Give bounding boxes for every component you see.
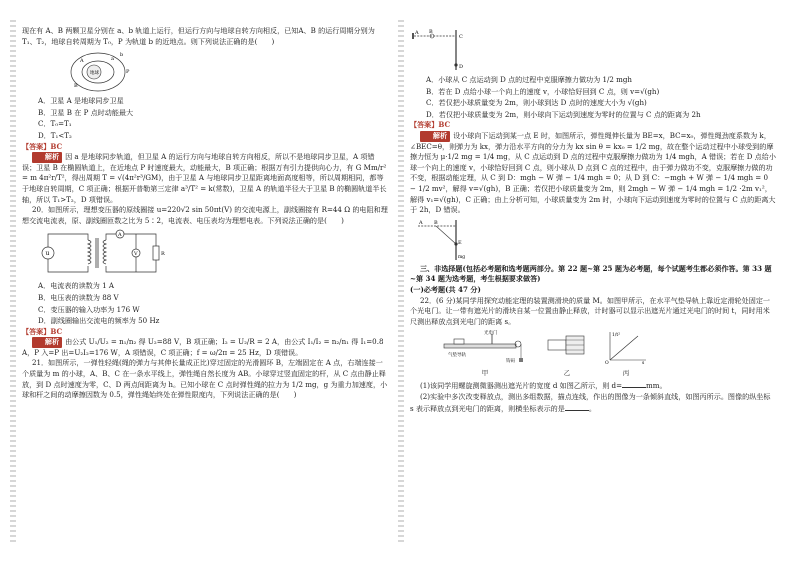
q19-answer: 【答案】BC (22, 141, 63, 151)
figure-yi-caption: 乙 (563, 368, 571, 377)
q19-option-a: A．卫星 A 是地球同步卫星 (38, 96, 124, 106)
q20-analysis: 由公式 U₁/U₂ = n₁/n₂ 得 U₂=88 V，B 项正确；I₂ = U₂/R = 2 A，由公式 I₁/I₂ = n₂/n₁ 得 I₁=0.8 A，P 入=P 出=U₂I₂=176 W，A 项错误，C 项正确；f = ω/2π = 25 Hz，D 项错误。 (22, 337, 384, 357)
sat-a-label: A (80, 58, 84, 65)
fig2-ring-b-label: B (434, 219, 438, 226)
graph-y-label: 1/t² (612, 333, 620, 339)
airtrack-label: 气垫导轨 (448, 353, 466, 359)
figure-jia-caption: 甲 (481, 368, 489, 377)
fig2-point-a-label: A (419, 219, 423, 226)
source-label: u (45, 250, 50, 258)
point-d-label: D (459, 64, 464, 70)
q22-stem: 22．(6 分)某同学用探究动能定理的装置测滑块的质量 M。如图甲所示，在水平气垫导轨上靠近定滑轮处固定一个光电门。让一带有遮光片的滑块自某一位置由静止释放，计时器可以显示出遮光片通过光电门的时间 t，同时用米尺测出释放点到光电门的距离 s。 (410, 295, 771, 326)
q22-figures (440, 330, 776, 378)
section-3-heading: 三、非选择题(包括必考题和选考题两部分。第 22 题~第 25 题为必考题，每个试题考生都必须作答。第 33 题~第 34 题为选考题，考生根据要求做答) (410, 263, 772, 284)
q21-option-b: B．若在 D 点给小球一个向上的速度 v，小球恰好回到 C 点，则 v=√(gh) (426, 86, 660, 96)
q22-part2-end: 。 (588, 403, 596, 413)
q19-option-d: D．T₁<T₂ (38, 130, 72, 140)
binding-margin-left (10, 20, 16, 542)
voltmeter-label: V (134, 251, 138, 258)
ring-b-label: B (429, 29, 433, 35)
q21-analysis-tag: 解析 (420, 131, 450, 142)
q21-option-d: D．若仅把小球质量变为 2m，则小球向下运动到速度为零时的位置与 C 点的距离为 2h (426, 109, 701, 119)
q19-stem-tail: 现在有 A、B 两颗卫星分别在 a、b 轨道上运行，但运行方向与地球自转方向相反，已知A、B 的运行周期分别为 T₁、T₂，地球自转周期为 T₀，P 为轨道 b 的近地点。则下列说法正确的是( ) (22, 26, 375, 46)
orbit-b-label: b (120, 52, 124, 59)
q21-answer: 【答案】BC (410, 120, 451, 130)
q22-part1: (1)该同学用螺旋测微器测出遮光片的宽度 d 如图乙所示，则 d= (419, 381, 623, 391)
q20-option-d: D．副线圈输出交流电的频率为 50 Hz (38, 316, 160, 326)
q19-option-b: B．卫星 B 在 P 点时动能最大 (38, 107, 134, 117)
point-c-label: C (459, 34, 463, 40)
q19-orbit-diagram (68, 49, 138, 93)
q20-answer: 【答案】BC (22, 326, 63, 336)
q19-analysis-tag: 解析 (32, 152, 62, 163)
q20-analysis-tag: 解析 (32, 337, 62, 348)
q22-part2: (2)实验中多次改变释放点，测出多组数据，描点连线，作出的图像为一条倾斜直线，如图丙所示。图像的纵坐标 s 表示释放点到光电门的距离，则横坐标表示的是 (410, 392, 771, 413)
graph-origin-label: O (605, 361, 609, 365)
q20-option-a: A．电流表的读数为 1 A (38, 281, 115, 291)
q21-rope-diagram (410, 28, 474, 72)
q21-analysis: 设小球向下运动到某一点 E 时，如图所示，弹性绳伸长量为 BE=x，BC=x₀，弹性绳劲度系数为 k，∠BEC=θ，则弹力为 kx，弹力沿水平方向的分力为 kx sin θ = kx₀ = 1/2 mg，故在整个运动过程中小球受到的摩擦力恒为 μ·1/2 mg = 1/4 mg，从 C 点运动到 D 点的过程中克服摩擦力做功为 1/4 mgh，A 错误；若在 D 点给小球一个向上的速度 v，小球恰好回到 C 点，则小球从 D 点到 C 点的过程中，由于弹力做功不变，克服摩擦力做的功不变，根据动能定理，从 C 到 D：mgh − W 弹 − 1/4 mgh = 0；从 D 到 C：−mgh + W 弹 − 1/4 mgh = 0 − 1/2 mv²，解得 v=√(gh)，B 正确；若仅把小球质量变为 2m，则 2mgh − W 弹 − 1/4 mgh = 1/2 ·2m v₁²，解得 v₁=√(gh)，C 正确；由上分析可知，小球质量变为 2m 时，小球向下运动到速度为零时的位置与 C 点的距离大于 2h，D 错误。 (410, 130, 776, 215)
q20-stem: 20．如图所示，理想变压器的原线圈接 u=220√2 sin 50πt(V) 的交流电源上，副线圈接有 R=44 Ω 的电阻和理想交流电流表，原、副线圈匝数之比为 5∶2，电流表、电压表均为理想电表。下列说法正确的是( ) (22, 205, 388, 225)
fig2-point-e-label: E (458, 239, 462, 246)
q22-graph-figure (604, 330, 648, 364)
binding-margin-middle (398, 20, 404, 542)
figure-bing-caption: 丙 (622, 368, 630, 377)
right-column (410, 26, 776, 414)
q22-part1-unit: mm。 (646, 381, 667, 391)
ammeter-label: A (118, 232, 122, 239)
point-p-label: P (126, 69, 130, 76)
q20-option-b: B．电压表的读数为 88 V (38, 292, 119, 302)
photogate-label: 光电门 (484, 331, 498, 337)
fig2-gravity-label: mg (458, 254, 466, 260)
q21-force-diagram (414, 218, 470, 262)
q20-option-c: C．变压器的输入功率为 176 W (38, 304, 140, 314)
resistor-label: R (161, 251, 165, 258)
graph-x-label: s (642, 361, 645, 365)
hook-weight-label: 钩码 (506, 359, 515, 365)
q21-option-a: A．小球从 C 点运动到 D 点的过程中克服摩擦力做功为 1/2 mgh (426, 75, 632, 84)
q22-apparatus-figure (440, 330, 530, 364)
earth-label: 地球 (90, 71, 99, 77)
q22-part1-blank[interactable] (622, 380, 646, 388)
point-a-label: A (415, 30, 419, 36)
required-section-heading: (一)必考题(共 47 分) (410, 284, 481, 294)
q22-part2-blank[interactable] (565, 403, 589, 411)
q21-option-c: C．若仅把小球质量变为 2m，则小球到达 D 点时的速度大小为 √(gh) (426, 98, 647, 108)
sat-b-label: B (74, 83, 78, 90)
q19-analysis: 因 a 是地球同步轨道，但卫星 A 的运行方向与地球自转方向相反，所以不是地球同步卫星，A 项错误；卫星 B 在椭圆轨道上，在近地点 P 时速度最大，动能最大，B 项正确；根据万有引力提供向心力，有 G Mm/r² = m 4π²r/T²，得出周期 T = √(4π²r³/GM)，由于卫星 A 与地球同步卫星距离地面高度相等，所以周期相同，都等于地球自转周期，C 项正确；根据开普勒第三定律 a³/T² = k(常数)，卫星 A 的轨道半径大于卫星 B 的椭圆轨道半长轴，所以 T₁>T₂，D 项错误。 (22, 152, 387, 204)
q21-stem: 21．如图所示，一弹性轻绳(绳的弹力与其伸长量成正比)穿过固定的光滑圆环 B，左端固定在 A 点，右端连接一个质量为 m 的小球，A、B、C 在一条水平线上，弹性绳自然长度为 AB。小球穿过竖直固定的杆，从 C 点由静止释放，到 D 点时速度为零，C、D 两点间距离为 h。已知小球在 C 点时弹性绳的拉力为 1/2 mg，g 为重力加速度，小球和杆之间的动摩擦因数为 0.5，弹性绳始终处在弹性限度内，下列说法正确的是( ) (22, 358, 388, 400)
left-column (22, 26, 388, 401)
q22-micrometer-figure (544, 330, 590, 364)
orbit-a-label: a (111, 56, 114, 63)
q19-option-c: C．T₀=T₁ (38, 119, 72, 129)
q20-transformer-diagram (36, 228, 166, 278)
